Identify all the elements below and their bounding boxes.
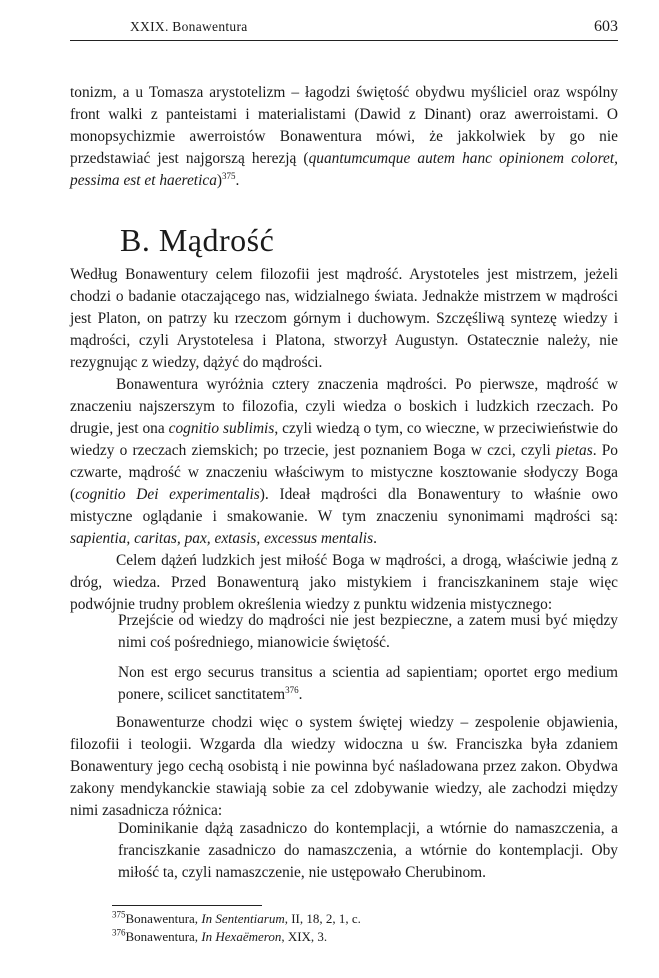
footnote-title: In Hexaëmeron xyxy=(201,929,282,944)
block-quote-2-end: . xyxy=(298,686,303,703)
footnote-ref: , XIX, 3. xyxy=(281,929,328,944)
paragraph-3-text: Celem dążeń ludzkich jest miłość Boga w mądrości, a drogą, właściwie jedną z dróg, wiedza. Przed Bonawenturą jako mistykiem i franciszkaninem staje więc podwójnie trudny problem określenia wiedzy z punktu widzenia mistycznego: xyxy=(70,552,618,613)
footnote-376 xyxy=(112,928,618,946)
block-quote-3-text: Dominikanie dążą zasadniczo do kontemplacji, a wtórnie do namaszczenia, a franciszkanie zasadniczo do namaszczenia, a wtórnie do kontemplacji. Oby miłość ta, czyli namaszczenie, nie ustępowało Cherubinom. xyxy=(118,820,618,881)
para2-italic-2: pietas xyxy=(555,442,593,459)
block-quote-2-text: Non est ergo securus transitus a scientia ad sapientiam; oportet ergo medium ponere, scilicet sanctitatem xyxy=(118,664,618,703)
para2-text-2: , czyli wiedzą o tym, co wieczne, w przeciwieństwie do wiedzy o rzeczach ziemskich; po trzecie, jest poznaniem Boga w czci, czyli xyxy=(70,420,618,459)
footnote-divider xyxy=(112,905,262,906)
block-quote-3 xyxy=(118,818,618,884)
paragraph-4-text: Bonawenturze chodzi więc o system świętej wiedzy – zespolenie objawienia, filozofii i teologii. Wzgarda dla wiedzy widoczna u św. Franciszka była zdaniem Bonawentury jego cechą osobistą i nie powinna być naśladowana przez zakon. Obydwa zakony mendykanckie stawiają sobie za cel zdobywanie wiedzy, ale zachodzi między nimi zasadnicza różnica: xyxy=(70,714,618,819)
opening-close: ) xyxy=(216,172,223,189)
paragraph-3 xyxy=(70,550,618,616)
paragraph-1 xyxy=(70,264,618,374)
opening-end: . xyxy=(235,172,240,189)
paragraph-2 xyxy=(70,374,618,550)
block-quote-2 xyxy=(118,662,618,706)
block-quote-1 xyxy=(118,610,618,654)
footnote-title: In Sententiarum xyxy=(201,911,285,926)
latin-quote: quantumcumque autem hanc opinionem coloret, pessima est et haeretica xyxy=(70,150,619,189)
footnote-number: 375 xyxy=(112,909,126,920)
paragraph-4 xyxy=(70,712,618,822)
footnote-ref-376[interactable]: 376 xyxy=(285,684,299,695)
para2-italic-1: cognitio sublimis xyxy=(168,420,275,437)
section-heading: B. Mądrość xyxy=(120,222,275,258)
paragraph-1-text: Według Bonawentury celem filozofii jest mądrość. Arystoteles jest mistrzem, jeżeli chodzi o badanie otaczającego nas, widzialnego świata. Jednakże mistrzem w mądrości jest Platon, on patrzy ku rzeczom górnym i duchowym. Szczęśliwą syntezę wiedzy i mądrości, czyli Arystotelesa i Platona, stworzył Augustyn. Ostatecznie należy, nie rezygnując z wiedzy, dążyć do mądrości. xyxy=(70,266,618,371)
footnote-ref: , II, 18, 2, 1, c. xyxy=(284,911,361,926)
footnote-author: Bonawentura, xyxy=(125,911,202,926)
para2-text-3: . Po czwarte, mądrość w znaczeniu właściwym to mistyczne kosztowanie słodyczy Boga ( xyxy=(70,442,618,503)
footnote-number: 376 xyxy=(112,927,126,938)
para2-italic-4: sapientia, caritas, pax, extasis, excessus mentalis xyxy=(70,530,374,547)
opening-paragraph xyxy=(70,82,618,192)
page-header xyxy=(70,14,618,41)
para2-italic-3: cognitio Dei experimentalis xyxy=(75,486,260,503)
footnote-ref-375[interactable]: 375 xyxy=(222,170,236,181)
para2-text-1: Bonawentura wyróżnia cztery znaczenia mądrości. Po pierwsze, mądrość w znaczeniu najszerszym to filozofia, czyli wiedza o boskich i ludzkich rzeczach. Po drugie, jest ona xyxy=(70,376,618,437)
page-number: 603 xyxy=(594,18,618,35)
opening-text: tonizm, a u Tomasza arystotelizm – łagodzi świętość obydwu myśliciel oraz wspólny front walki z panteistami i materialistami (Dawid z Dinant) oraz awerroistami. O monopsychizmie awerroistów Bonawentura mówi, że jakkolwiek by go nie przedstawiać jest najgorszą herezją ( xyxy=(70,84,618,167)
para2-text-5: . xyxy=(373,530,377,547)
para2-text-4: ). Ideał mądrości dla Bonawentury to właśnie owo mistyczne oglądanie i smakowanie. W tym znaczeniu synonimami mądrości są: xyxy=(70,486,618,525)
footnote-375 xyxy=(112,910,618,928)
footnotes xyxy=(112,910,618,946)
running-head: XXIX. Bonawentura xyxy=(130,19,248,34)
footnote-author: Bonawentura, xyxy=(125,929,202,944)
block-quote-1-text: Przejście od wiedzy do mądrości nie jest bezpieczne, a zatem musi być między nimi coś pośredniego, mianowicie świętość. xyxy=(118,612,618,651)
